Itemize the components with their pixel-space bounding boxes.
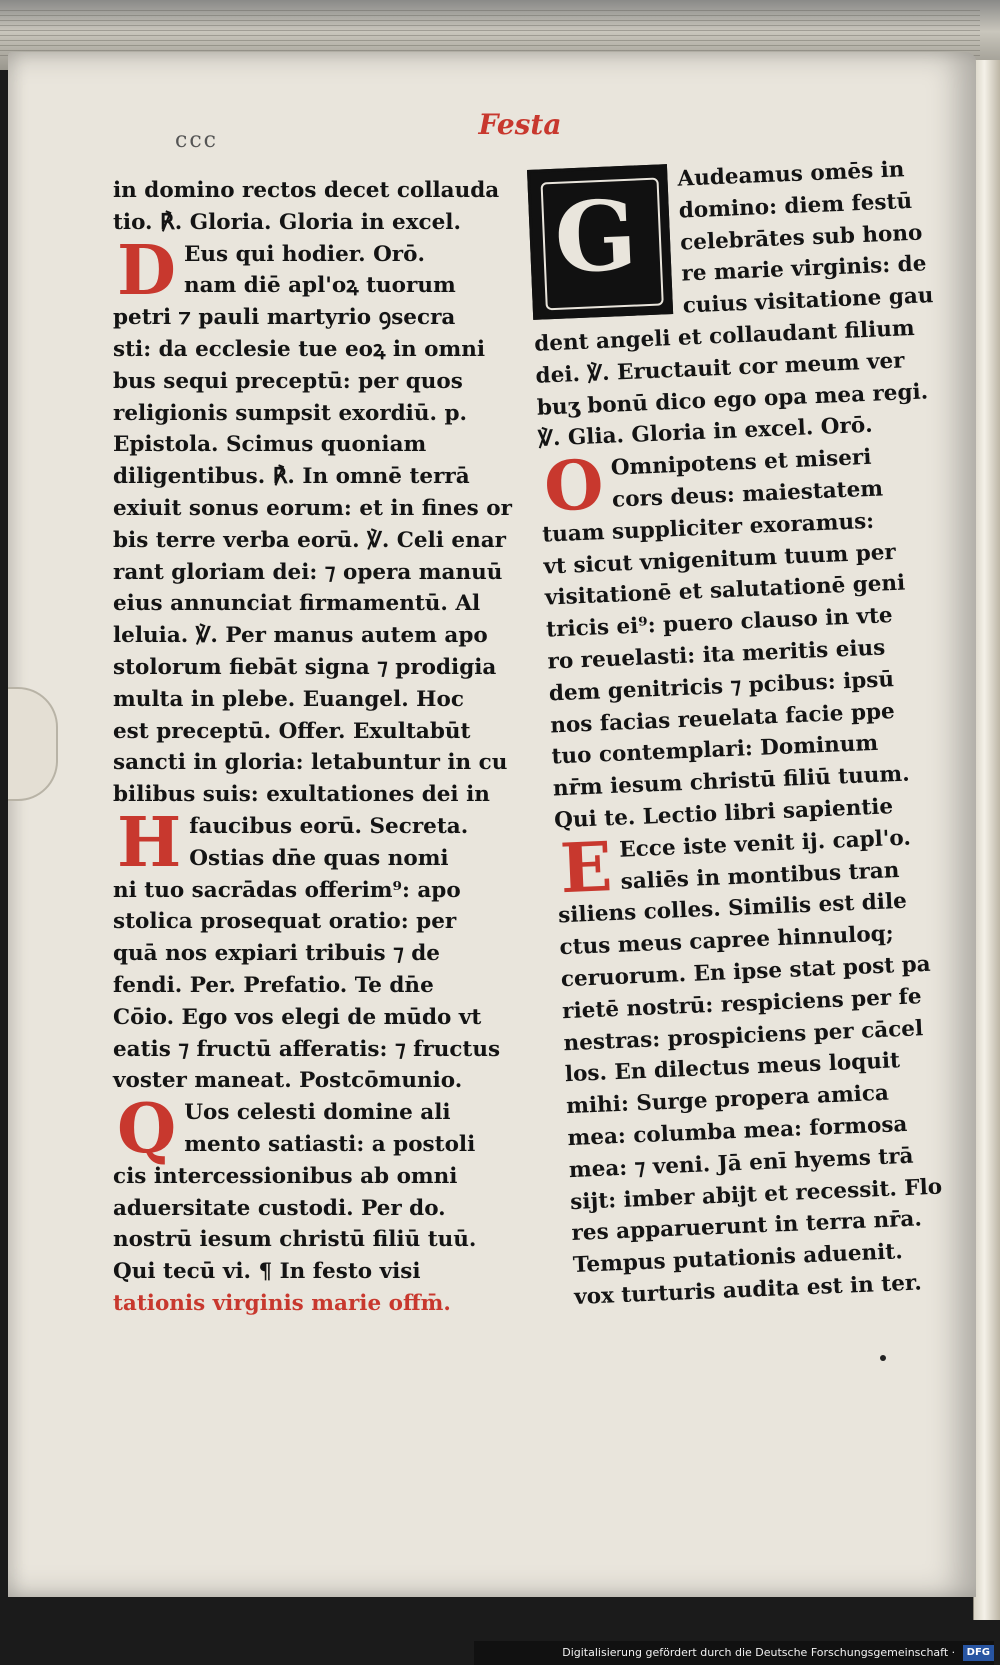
text-line: rant gloriam dei: ⁊ opera manuū: [113, 559, 503, 585]
right-column: [527, 154, 965, 1314]
text-line: fendi. Per. Prefatio. Te dn̄e: [113, 972, 434, 998]
text-line: bilibus suis: exultationes dei in: [113, 782, 490, 808]
text-line: Omnipotens et miseri: [610, 445, 872, 481]
text-line: ctus meus capree hinnuloq;: [559, 921, 895, 961]
text-line: buʒ bonū dico ego opa mea regi.: [536, 378, 929, 421]
text-line: bus sequi preceptū: per quos: [113, 368, 463, 394]
text-line: Ostias dn̄e quas nomi: [189, 845, 449, 871]
text-line: ni tuo sacrādas offerim⁹: apo: [113, 877, 461, 903]
text-line: tuam suppliciter exoramus:: [541, 508, 875, 548]
text-line: Tempus putationis aduenit.: [572, 1239, 904, 1279]
text-line: cis intercessionibus ab omni: [113, 1163, 458, 1189]
text-line: petri ⁊ pauli martyrio ꝯsecra: [113, 305, 456, 331]
page-stack-edge: [973, 60, 1000, 1620]
text-line: vox turturis audita est in ter.: [573, 1270, 923, 1310]
text-line: celebrātes sub hono: [679, 220, 923, 256]
footer-text: Digitalisierung gefördert durch die Deutsche Forschungsgemeinschaft ·: [562, 1646, 956, 1659]
text-line: visitationē et salutationē geni: [544, 570, 906, 611]
text-line: Qui tecū vi. ¶ In festo visi: [113, 1259, 421, 1285]
text-line: est preceptū. Offer. Exultabūt: [113, 718, 471, 744]
text-line: ℣. Glia. Gloria in excel. Orō.: [537, 413, 874, 453]
running-header: Festa: [478, 108, 562, 141]
clasp-mark: [8, 687, 58, 801]
text-line: nr̄m iesum christū filiū tuum.: [552, 761, 911, 802]
text-line: Qui te. Lectio libri sapientie: [553, 794, 894, 834]
text-line: cors deus: maiestatem: [611, 476, 884, 513]
text-line: nestras: prospiciens per cācel: [563, 1015, 924, 1056]
text-line: Eus qui hodier. Orō.: [183, 241, 425, 267]
text-line: dei. ℣. Eructauit cor meum ver: [535, 348, 905, 389]
text-line: tio. ℟. Gloria. Gloria in excel.: [113, 209, 461, 235]
rubric-line: tationis virginis marie offm̄.: [113, 1290, 451, 1316]
text-line: res apparuerunt in terra nr̄a.: [571, 1206, 923, 1247]
text-line: nam diē apl'oꝝ tuorum: [183, 273, 456, 299]
text-line: bis terre verba eorū. ℣. Celi enar: [113, 527, 506, 553]
text-line: Ecce iste venit ij. capl'o.: [618, 825, 912, 863]
text-line: Epistola. Scimus quoniam: [113, 432, 427, 458]
text-line: ro reuelasti: ita meritis eius: [547, 635, 886, 675]
text-line: faucibus eorū. Secreta.: [189, 813, 469, 839]
initial-letter-o: O: [542, 445, 606, 528]
ink-speck: [880, 1355, 886, 1361]
text-line: stolica prosequat oratio: per: [113, 909, 457, 935]
text-line: aduersitate custodi. Per do.: [113, 1195, 446, 1221]
text-line: sti: da ecclesie tue eoꝝ in omni: [113, 336, 486, 362]
text-line: Audeamus omēs in: [676, 157, 905, 192]
woodcut-initial-g: G: [527, 164, 673, 320]
text-line: eius annunciat firmamentū. Al: [113, 591, 481, 617]
left-column: [113, 175, 512, 1320]
text-line: dent angeli et collaudant filium: [533, 315, 916, 357]
text-line: voster maneat. Postcōmunio.: [113, 1068, 463, 1094]
text-line: Uos celesti domine ali: [184, 1100, 451, 1126]
text-line: multa in plebe. Euangel. Hoc: [113, 686, 464, 712]
initial-letter-q: Q: [117, 1089, 177, 1170]
text-line: re marie virginis: de: [680, 251, 927, 288]
digitization-footer: [474, 1641, 994, 1665]
text-line: ceruorum. En ipse stat post pa: [560, 951, 932, 993]
text-line: exiuit sonus eorum: et in fines or: [113, 495, 512, 521]
text-line: religionis sumpsit exordiū. p.: [113, 400, 467, 426]
text-line: cuius visitatione gau: [682, 283, 934, 319]
text-line: eatis ⁊ fructū afferatis: ⁊ fructus: [113, 1036, 501, 1062]
text-line: mea: ⁊ veni. Jā enī hyems trā: [568, 1143, 914, 1183]
text-line: dem genitricis ⁊ pcibus: ipsū: [548, 666, 895, 707]
text-line: domino: diem festū: [678, 188, 913, 224]
text-line: stolorum fiebāt signa ⁊ prodigia: [113, 654, 497, 680]
text-line: rietē nostrū: respiciens per fe: [561, 983, 923, 1024]
folio-number: ccc: [175, 128, 218, 153]
text-line: mea: columba mea: formosa: [567, 1111, 908, 1152]
text-line: sijt: imber abijt et recessit. Flo: [569, 1174, 943, 1215]
text-line: diligentibus. ℟. In omnē terrā: [113, 464, 470, 490]
text-line: tuo contemplari: Dominum: [551, 731, 879, 770]
text-line: Cōio. Ego vos elegi de mūdo vt: [113, 1004, 482, 1030]
text-line: leluia. ℣. Per manus autem apo: [113, 623, 488, 649]
text-line: mento satiasti: a postoli: [184, 1131, 476, 1157]
text-line: sancti in gloria: letabuntur in cu: [113, 750, 508, 776]
text-line: nostrū iesum christū filiū tuū.: [113, 1227, 477, 1253]
text-line: siliens colles. Similis est dile: [557, 889, 908, 929]
initial-letter-h: H: [117, 802, 182, 883]
initial-letter-e: E: [558, 826, 614, 909]
text-line: mihi: Surge propera amica: [565, 1080, 890, 1120]
text-line: tricis ei⁹: puero clauso in vte: [545, 603, 894, 643]
initial-letter-d: D: [117, 230, 176, 311]
dfg-logo: DFG: [963, 1645, 994, 1661]
text-line: los. En dilectus meus loquit: [564, 1048, 901, 1088]
text-line: nos facias reuelata facie ppe: [549, 698, 896, 739]
text-line: in domino rectos decet collauda: [113, 178, 500, 203]
text-line: quā nos expiari tribuis ⁊ de: [113, 941, 440, 967]
text-line: saliēs in montibus tran: [620, 857, 900, 895]
text-line: vt sicut vnigenitum tuum per: [543, 539, 897, 580]
